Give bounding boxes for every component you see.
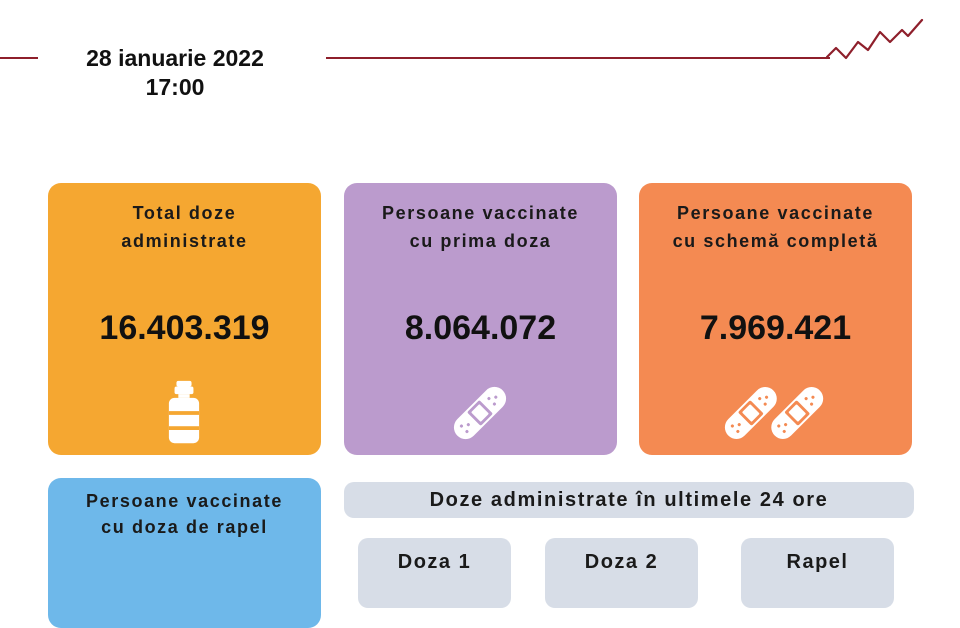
dose-box-dose2 xyxy=(545,538,698,608)
double-bandage-icon xyxy=(717,379,833,447)
card-complete-scheme-value: 7.969.421 xyxy=(699,309,852,347)
dose-box-dose1-label: Doza 1 xyxy=(397,551,472,573)
dose-box-booster-label: Rapel xyxy=(786,551,849,573)
card-first-dose-label: Persoane vaccinate cu prima doza xyxy=(382,203,579,251)
report-date: 28 ianuarie 2022 xyxy=(86,45,264,71)
dose-box-dose2-label: Doza 2 xyxy=(584,551,659,573)
card-total-doses-value: 16.403.319 xyxy=(99,309,270,347)
card-complete-scheme-label: Persoane vaccinate cu schemă completă xyxy=(672,203,879,251)
date-time-block xyxy=(40,44,310,102)
report-time: 17:00 xyxy=(145,74,205,100)
last24-title: Doze administrate în ultimele 24 ore xyxy=(344,482,914,518)
dose-box-booster xyxy=(741,538,894,608)
card-total-doses-label: Total doze administrate xyxy=(121,203,248,251)
card-first-dose-value: 8.064.072 xyxy=(404,309,557,347)
dose-box-dose1 xyxy=(358,538,511,608)
card-booster xyxy=(48,478,321,628)
card-complete-scheme xyxy=(639,183,912,455)
trend-up-icon xyxy=(826,18,924,64)
card-total-doses xyxy=(48,183,321,455)
bandage-icon xyxy=(446,379,514,447)
card-first-dose xyxy=(344,183,617,455)
vaccine-vial-icon xyxy=(165,379,203,447)
card-booster-label: Persoane vaccinate cu doza de rapel xyxy=(86,491,283,537)
header-line-right xyxy=(326,57,830,59)
header-line-left xyxy=(0,57,38,59)
